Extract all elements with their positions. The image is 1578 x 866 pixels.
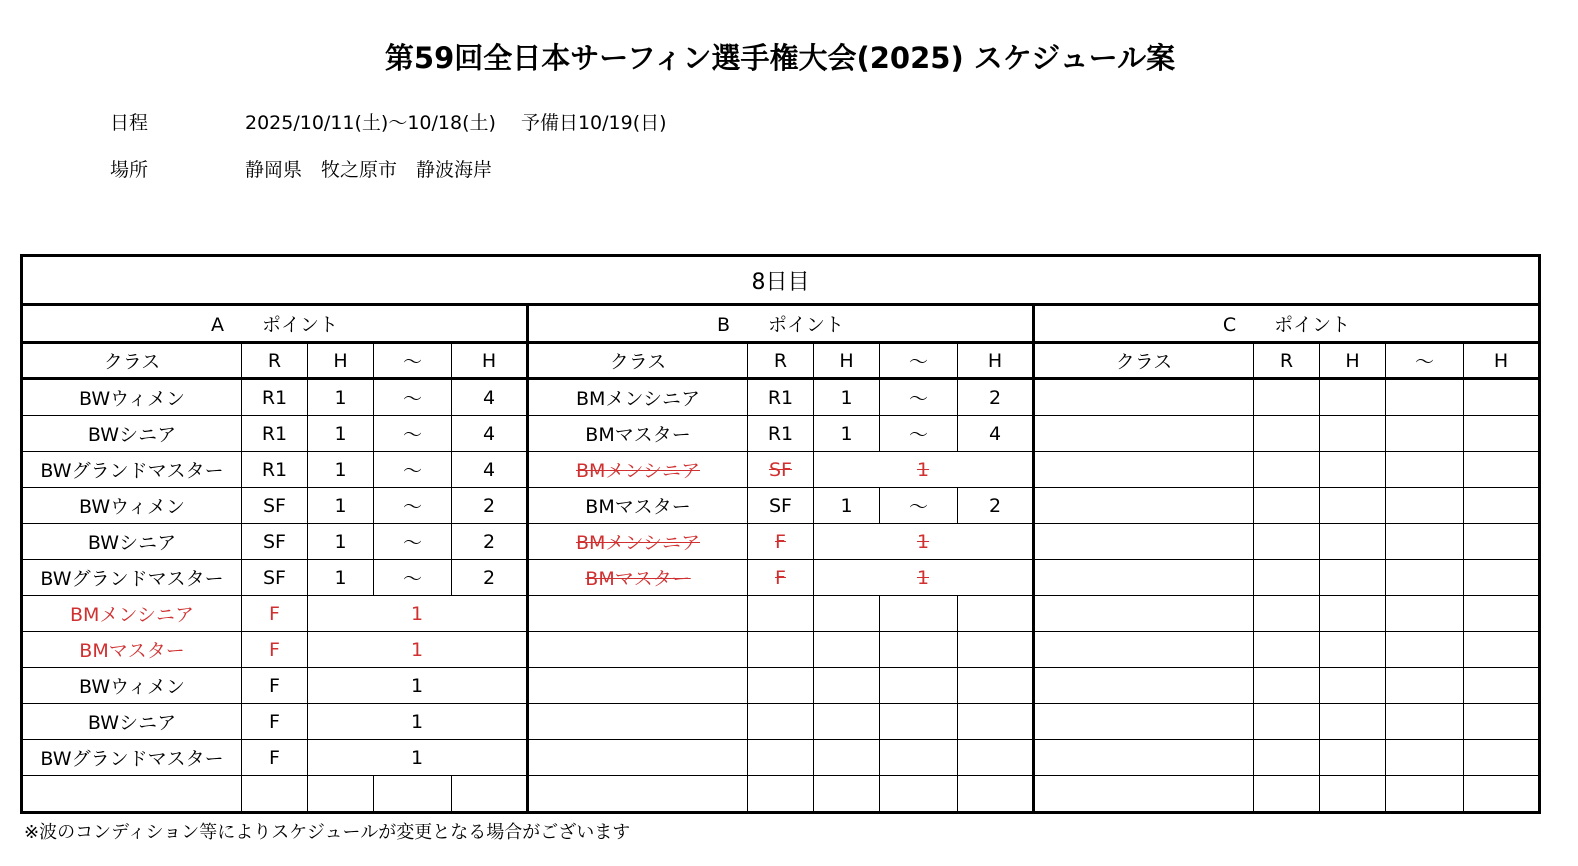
schedule-value: 2025/10/11(土)～10/18(土) 予備日10/19(日)	[245, 112, 667, 134]
round-cell: R1	[748, 379, 814, 416]
round-cell	[242, 776, 308, 813]
class-cell	[528, 596, 748, 632]
class-cell: BMメンシニア	[528, 379, 748, 416]
table-row	[22, 452, 1540, 488]
class-cell: BWグランドマスター	[22, 452, 242, 488]
round-cell: F	[242, 740, 308, 776]
col-class-header: クラス	[22, 343, 242, 379]
tilde-cell	[880, 776, 958, 813]
round-cell: R1	[242, 416, 308, 452]
table-row	[22, 488, 1540, 524]
table-row	[22, 704, 1540, 740]
heat-from-cell	[1320, 452, 1386, 488]
class-cell	[1034, 524, 1254, 560]
heat-to-cell	[958, 668, 1034, 704]
heat-from-cell: 1	[308, 488, 374, 524]
round-cell	[748, 668, 814, 704]
round-cell: SF	[242, 524, 308, 560]
round-cell: R1	[242, 452, 308, 488]
table-row	[22, 596, 1540, 632]
heat-to-cell	[1464, 740, 1540, 776]
heat-from-cell	[814, 632, 880, 668]
col-class-header: クラス	[1034, 343, 1254, 379]
heat-to-cell	[1464, 524, 1540, 560]
round-cell: SF	[748, 488, 814, 524]
table-row	[22, 416, 1540, 452]
class-cell: BMメンシニア	[528, 452, 748, 488]
heat-to-cell: 2	[452, 524, 528, 560]
heat-to-cell	[958, 596, 1034, 632]
heat-from-cell: 1	[814, 379, 880, 416]
round-cell: F	[242, 596, 308, 632]
tilde-cell	[880, 596, 958, 632]
heat-merged-cell: 1	[308, 596, 528, 632]
class-cell	[1034, 704, 1254, 740]
class-cell	[1034, 596, 1254, 632]
heat-to-cell	[1464, 704, 1540, 740]
heat-to-cell: 2	[958, 379, 1034, 416]
tilde-cell	[1386, 704, 1464, 740]
heat-from-cell	[1320, 632, 1386, 668]
tilde-cell: ～	[374, 488, 452, 524]
col-heat-from-header: H	[1320, 343, 1386, 379]
round-cell	[1254, 668, 1320, 704]
tilde-cell	[1386, 740, 1464, 776]
round-cell	[1254, 524, 1320, 560]
class-cell	[1034, 452, 1254, 488]
tilde-cell	[1386, 379, 1464, 416]
heat-from-cell: 1	[308, 379, 374, 416]
class-cell: BMマスター	[22, 632, 242, 668]
table-row	[22, 668, 1540, 704]
class-cell	[1034, 776, 1254, 813]
heat-from-cell	[1320, 596, 1386, 632]
heat-to-cell	[1464, 596, 1540, 632]
class-cell: BWグランドマスター	[22, 560, 242, 596]
col-round-header: R	[1254, 343, 1320, 379]
table-row	[22, 524, 1540, 560]
point-b-header: B ポイント	[528, 305, 1034, 343]
round-cell: F	[242, 632, 308, 668]
heat-to-cell: 4	[452, 416, 528, 452]
place-label: 場所	[110, 159, 149, 181]
heat-to-cell: 4	[452, 452, 528, 488]
tilde-cell	[880, 740, 958, 776]
heat-to-cell	[452, 776, 528, 813]
heat-merged-cell: 1	[814, 452, 1034, 488]
round-cell	[1254, 560, 1320, 596]
col-heat-to-header: H	[958, 343, 1034, 379]
table-row	[22, 560, 1540, 596]
heat-from-cell	[1320, 776, 1386, 813]
tilde-cell: ～	[880, 416, 958, 452]
heat-from-cell: 1	[308, 524, 374, 560]
heat-to-cell	[1464, 776, 1540, 813]
round-cell	[748, 596, 814, 632]
class-cell: BWグランドマスター	[22, 740, 242, 776]
class-cell: BMメンシニア	[528, 524, 748, 560]
heat-from-cell	[814, 596, 880, 632]
heat-to-cell	[1464, 560, 1540, 596]
footnote: ※波のコンディション等によりスケジュールが変更となる場合がございます	[24, 822, 631, 843]
col-tilde-header: ～	[374, 343, 452, 379]
heat-from-cell	[814, 704, 880, 740]
table-row	[22, 740, 1540, 776]
heat-from-cell	[1320, 668, 1386, 704]
class-cell	[528, 668, 748, 704]
heat-from-cell	[1320, 524, 1386, 560]
schedule-table	[20, 254, 1541, 814]
tilde-cell: ～	[880, 379, 958, 416]
round-cell	[1254, 704, 1320, 740]
heat-to-cell	[1464, 668, 1540, 704]
tilde-cell	[880, 704, 958, 740]
round-cell	[1254, 488, 1320, 524]
round-cell: R1	[242, 379, 308, 416]
class-cell: BWシニア	[22, 704, 242, 740]
class-cell	[528, 740, 748, 776]
round-cell	[1254, 776, 1320, 813]
tilde-cell: ～	[374, 560, 452, 596]
point-a-header: A ポイント	[22, 305, 528, 343]
heat-from-cell	[1320, 488, 1386, 524]
round-cell	[1254, 740, 1320, 776]
heat-merged-cell: 1	[814, 524, 1034, 560]
heat-from-cell: 1	[308, 560, 374, 596]
heat-to-cell: 2	[452, 488, 528, 524]
class-cell	[528, 704, 748, 740]
round-cell: F	[748, 560, 814, 596]
heat-merged-cell: 1	[308, 632, 528, 668]
heat-from-cell	[814, 740, 880, 776]
heat-to-cell	[1464, 416, 1540, 452]
heat-from-cell: 1	[308, 452, 374, 488]
round-cell: SF	[748, 452, 814, 488]
heat-from-cell	[814, 668, 880, 704]
heat-from-cell	[814, 776, 880, 813]
heat-to-cell	[958, 704, 1034, 740]
tilde-cell	[1386, 632, 1464, 668]
class-cell	[22, 776, 242, 813]
col-heat-to-header: H	[1464, 343, 1540, 379]
heat-to-cell: 4	[452, 379, 528, 416]
heat-to-cell: 2	[452, 560, 528, 596]
heat-merged-cell: 1	[308, 668, 528, 704]
class-cell: BMマスター	[528, 560, 748, 596]
col-round-header: R	[748, 343, 814, 379]
round-cell	[1254, 452, 1320, 488]
class-cell: BMマスター	[528, 416, 748, 452]
class-cell	[1034, 379, 1254, 416]
class-cell	[1034, 668, 1254, 704]
tilde-cell	[1386, 776, 1464, 813]
heat-from-cell: 1	[814, 488, 880, 524]
tilde-cell	[1386, 416, 1464, 452]
tilde-cell	[1386, 560, 1464, 596]
class-cell: BMメンシニア	[22, 596, 242, 632]
heat-to-cell	[958, 776, 1034, 813]
round-cell: F	[748, 524, 814, 560]
class-cell	[528, 776, 748, 813]
class-cell	[1034, 416, 1254, 452]
tilde-cell: ～	[374, 416, 452, 452]
heat-merged-cell: 1	[814, 560, 1034, 596]
tilde-cell	[1386, 596, 1464, 632]
heat-from-cell: 1	[308, 416, 374, 452]
class-cell	[1034, 740, 1254, 776]
round-cell	[1254, 596, 1320, 632]
place-value: 静岡県 牧之原市 静波海岸	[245, 159, 493, 181]
class-cell	[528, 632, 748, 668]
class-cell	[1034, 560, 1254, 596]
tilde-cell: ～	[374, 452, 452, 488]
col-round-header: R	[242, 343, 308, 379]
heat-to-cell	[1464, 452, 1540, 488]
heat-to-cell: 2	[958, 488, 1034, 524]
heat-to-cell	[1464, 632, 1540, 668]
heat-to-cell: 4	[958, 416, 1034, 452]
heat-from-cell	[1320, 560, 1386, 596]
day-header: 8日目	[22, 256, 1540, 305]
class-cell: BWウィメン	[22, 488, 242, 524]
heat-from-cell	[1320, 740, 1386, 776]
heat-to-cell	[958, 740, 1034, 776]
class-cell	[1034, 488, 1254, 524]
heat-from-cell: 1	[814, 416, 880, 452]
schedule-label: 日程	[110, 112, 149, 134]
page-title: 第59回全日本サーフィン選手権大会(2025) スケジュール案	[384, 41, 1176, 75]
point-c-header: C ポイント	[1034, 305, 1540, 343]
heat-from-cell	[1320, 416, 1386, 452]
col-heat-from-header: H	[814, 343, 880, 379]
class-cell: BWウィメン	[22, 379, 242, 416]
round-cell	[748, 632, 814, 668]
table-row	[22, 379, 1540, 416]
round-cell	[1254, 632, 1320, 668]
heat-from-cell	[308, 776, 374, 813]
tilde-cell	[1386, 488, 1464, 524]
tilde-cell	[1386, 524, 1464, 560]
class-cell: BMマスター	[528, 488, 748, 524]
round-cell	[748, 704, 814, 740]
table-row	[22, 632, 1540, 668]
class-cell: BWシニア	[22, 524, 242, 560]
round-cell	[748, 740, 814, 776]
round-cell	[1254, 379, 1320, 416]
class-cell: BWウィメン	[22, 668, 242, 704]
tilde-cell: ～	[374, 524, 452, 560]
col-heat-from-header: H	[308, 343, 374, 379]
col-heat-to-header: H	[452, 343, 528, 379]
round-cell: SF	[242, 488, 308, 524]
round-cell: R1	[748, 416, 814, 452]
tilde-cell	[374, 776, 452, 813]
heat-to-cell	[1464, 379, 1540, 416]
heat-from-cell	[1320, 704, 1386, 740]
round-cell: F	[242, 704, 308, 740]
tilde-cell	[880, 632, 958, 668]
tilde-cell	[1386, 452, 1464, 488]
tilde-cell: ～	[880, 488, 958, 524]
round-cell	[748, 776, 814, 813]
col-tilde-header: ～	[1386, 343, 1464, 379]
tilde-cell	[1386, 668, 1464, 704]
round-cell: F	[242, 668, 308, 704]
tilde-cell	[880, 668, 958, 704]
heat-to-cell	[958, 632, 1034, 668]
heat-merged-cell: 1	[308, 740, 528, 776]
tilde-cell: ～	[374, 379, 452, 416]
class-cell: BWシニア	[22, 416, 242, 452]
heat-to-cell	[1464, 488, 1540, 524]
round-cell: SF	[242, 560, 308, 596]
table-row	[22, 776, 1540, 813]
heat-merged-cell: 1	[308, 704, 528, 740]
class-cell	[1034, 632, 1254, 668]
heat-from-cell	[1320, 379, 1386, 416]
col-tilde-header: ～	[880, 343, 958, 379]
round-cell	[1254, 416, 1320, 452]
col-class-header: クラス	[528, 343, 748, 379]
